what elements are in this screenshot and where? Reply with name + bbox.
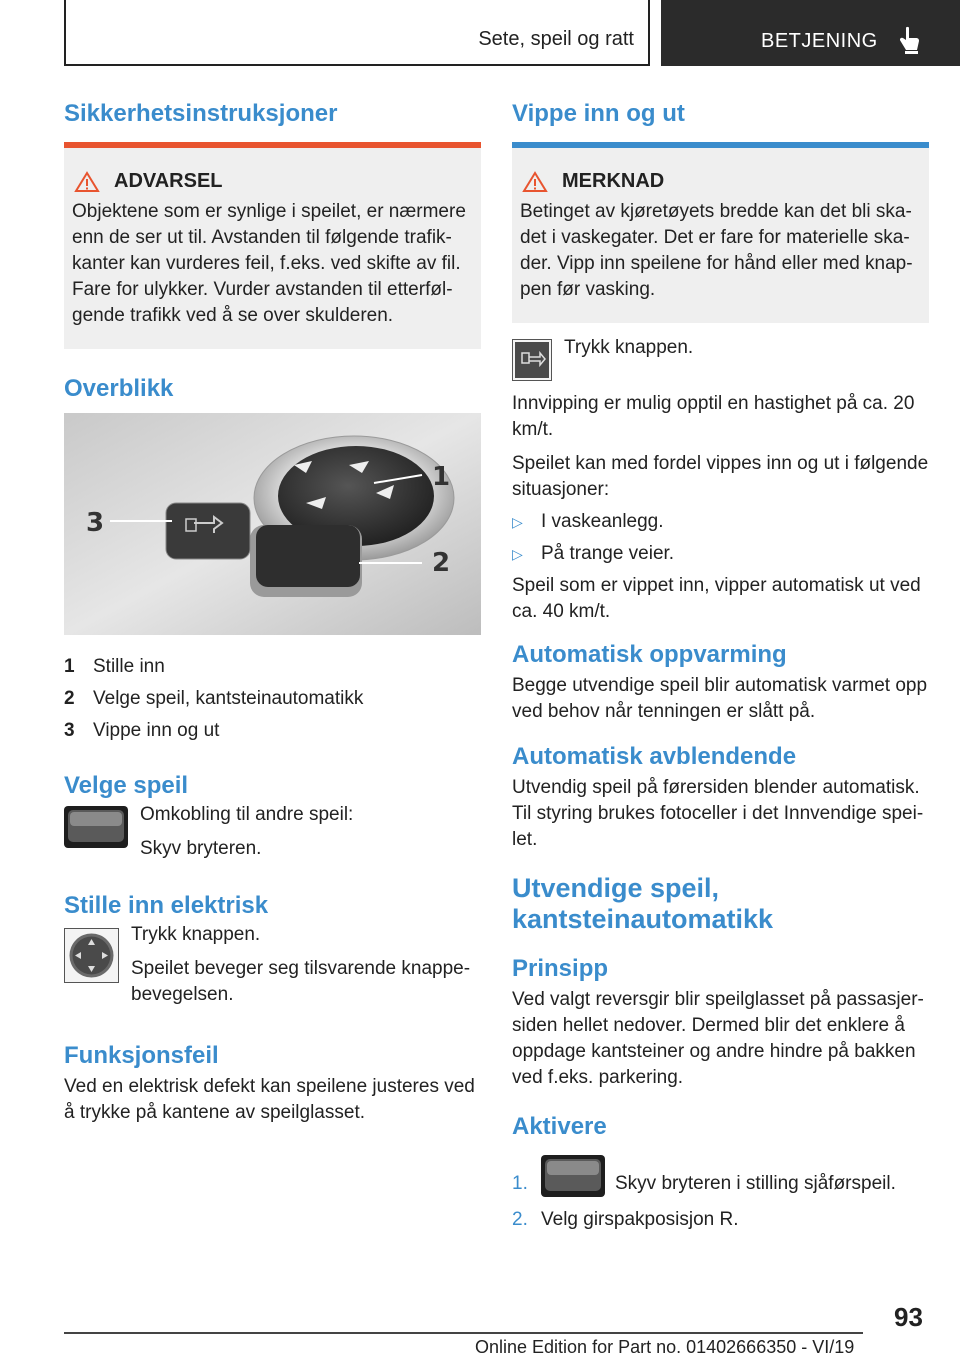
list-item xyxy=(64,686,481,712)
note-text: Betinget av kjøretøyets bredde kan det bli skadet i vaskegater. Det er fare for materielle skader. Vipp inn speilene for hånd eller med knappen før vasking. xyxy=(520,201,913,300)
page-number: 93 xyxy=(894,1302,923,1332)
callout-label: 1 xyxy=(432,462,451,492)
list-item xyxy=(512,541,929,567)
direction-pad-icon xyxy=(64,928,119,983)
fold-button-row xyxy=(512,339,929,381)
fold-advantage-text: Speilet kan med fordel vippes inn og ut i følgende situasjoner: xyxy=(512,453,929,500)
list-item-label: I vaskeanlegg. xyxy=(541,511,664,532)
note-box xyxy=(512,148,929,323)
auto-unfold-text: Speil som er vippet inn, vipper automatisk ut ved ca. 40 km/t. xyxy=(512,575,921,622)
footer-rule xyxy=(64,1332,863,1334)
callout-label: 3 xyxy=(86,508,105,538)
fold-button-text: Trykk knappen. xyxy=(564,337,694,358)
situations-list xyxy=(512,509,929,567)
step-number: 1. xyxy=(512,1173,528,1194)
header-section-box xyxy=(64,0,650,66)
dimming-text: Utvendig speil på førersiden blender automatisk. Til styring brukes fotoceller i det Innvendige speilet. xyxy=(512,777,924,850)
note-title: MERKNAD xyxy=(562,170,665,192)
note-triangle-icon xyxy=(522,171,548,193)
warning-text: Objektene som er synlige i speilet, er nærmere enn de ser ut til. Avstanden til følgende trafikkanter kan vurderes feil, f.eks. ved skifte av fil. Fare for ulykker. Vurder avstanden til etterfølgende trafikk ved å se over skulderen. xyxy=(72,201,466,326)
step-number: 2. xyxy=(512,1209,528,1230)
activate-steps xyxy=(512,1155,929,1233)
header-chapter-title: BETJENING xyxy=(761,30,878,52)
select-mirror-row xyxy=(64,806,481,862)
bullet-triangle-icon: ▷ xyxy=(512,546,523,562)
adjust-text: Speilet beveger seg tilsvarende knappebevegelsen. xyxy=(131,958,471,1005)
fold-speed-text: Innvipping er mulig opptil en hastighet på ca. 20 km/t. xyxy=(512,393,915,440)
header-section-title: Sete, speil og ratt xyxy=(478,28,634,50)
dimming-heading: Automatisk avblendende xyxy=(512,743,797,770)
list-item xyxy=(512,509,929,535)
footer-edition: Online Edition for Part no. 01402666350 - VI/19 xyxy=(475,1337,855,1357)
step-text: Skyv bryteren i stilling sjåførspeil. xyxy=(615,1173,896,1194)
curb-heading: Utvendige speil, kantsteinautomatikk xyxy=(512,873,774,934)
malfunction-heading: Funksjonsfeil xyxy=(64,1042,219,1069)
fold-heading: Vippe inn og ut xyxy=(512,100,685,127)
header-chapter-box xyxy=(661,0,960,66)
overview-heading: Overblikk xyxy=(64,375,174,402)
adjust-row xyxy=(64,924,481,1008)
hand-pointer-icon xyxy=(897,26,921,54)
left-column xyxy=(64,100,481,1126)
step-item xyxy=(512,1207,929,1233)
warning-triangle-icon xyxy=(74,171,100,193)
principle-heading: Prinsipp xyxy=(512,955,609,982)
warning-title: ADVARSEL xyxy=(114,170,223,192)
list-item-number: 3 xyxy=(64,720,75,741)
list-item-number: 2 xyxy=(64,688,75,709)
malfunction-text: Ved en elektrisk defekt kan speilene justeres ved å trykke på kantene av speilglasset. xyxy=(64,1076,475,1123)
step-text: Velg girspakposisjon R. xyxy=(541,1209,739,1230)
list-item-label: Vippe inn og ut xyxy=(93,720,220,741)
bullet-triangle-icon: ▷ xyxy=(512,514,523,530)
activate-heading: Aktivere xyxy=(512,1113,607,1140)
right-column xyxy=(512,100,929,1239)
select-mirror-text: Omkobling til andre speil: xyxy=(140,804,354,825)
slide-switch-icon xyxy=(541,1155,605,1197)
overview-list xyxy=(64,654,481,744)
list-item xyxy=(64,718,481,744)
mirror-control-photo xyxy=(64,413,481,635)
step-item xyxy=(512,1155,929,1197)
safety-heading: Sikkerhetsinstruksjoner xyxy=(64,100,338,127)
list-item-number: 1 xyxy=(64,656,75,677)
select-mirror-heading: Velge speil xyxy=(64,772,189,799)
list-item-label: Velge speil, kantsteinautomatikk xyxy=(93,688,364,709)
heating-text: Begge utvendige speil blir automatisk varmet opp ved behov når tenningen er slått på. xyxy=(512,675,928,722)
warning-box xyxy=(64,148,481,349)
callout-label: 2 xyxy=(432,548,451,578)
list-item xyxy=(64,654,481,680)
adjust-heading: Stille inn elektrisk xyxy=(64,892,269,919)
adjust-text: Trykk knappen. xyxy=(131,924,261,945)
fold-mirror-button-icon xyxy=(512,339,552,381)
slide-switch-icon xyxy=(64,806,128,848)
heating-heading: Automatisk oppvarming xyxy=(512,641,787,668)
list-item-label: Stille inn xyxy=(93,656,165,677)
principle-text: Ved valgt reversgir blir speilglasset på passasjersiden hellet nedover. Dermed blir det enklere å oppdage kantsteiner og andre hindre på bakken ved f.eks. parkering. xyxy=(512,989,924,1088)
select-mirror-text: Skyv bryteren. xyxy=(140,838,262,859)
list-item-label: På trange veier. xyxy=(541,543,675,564)
